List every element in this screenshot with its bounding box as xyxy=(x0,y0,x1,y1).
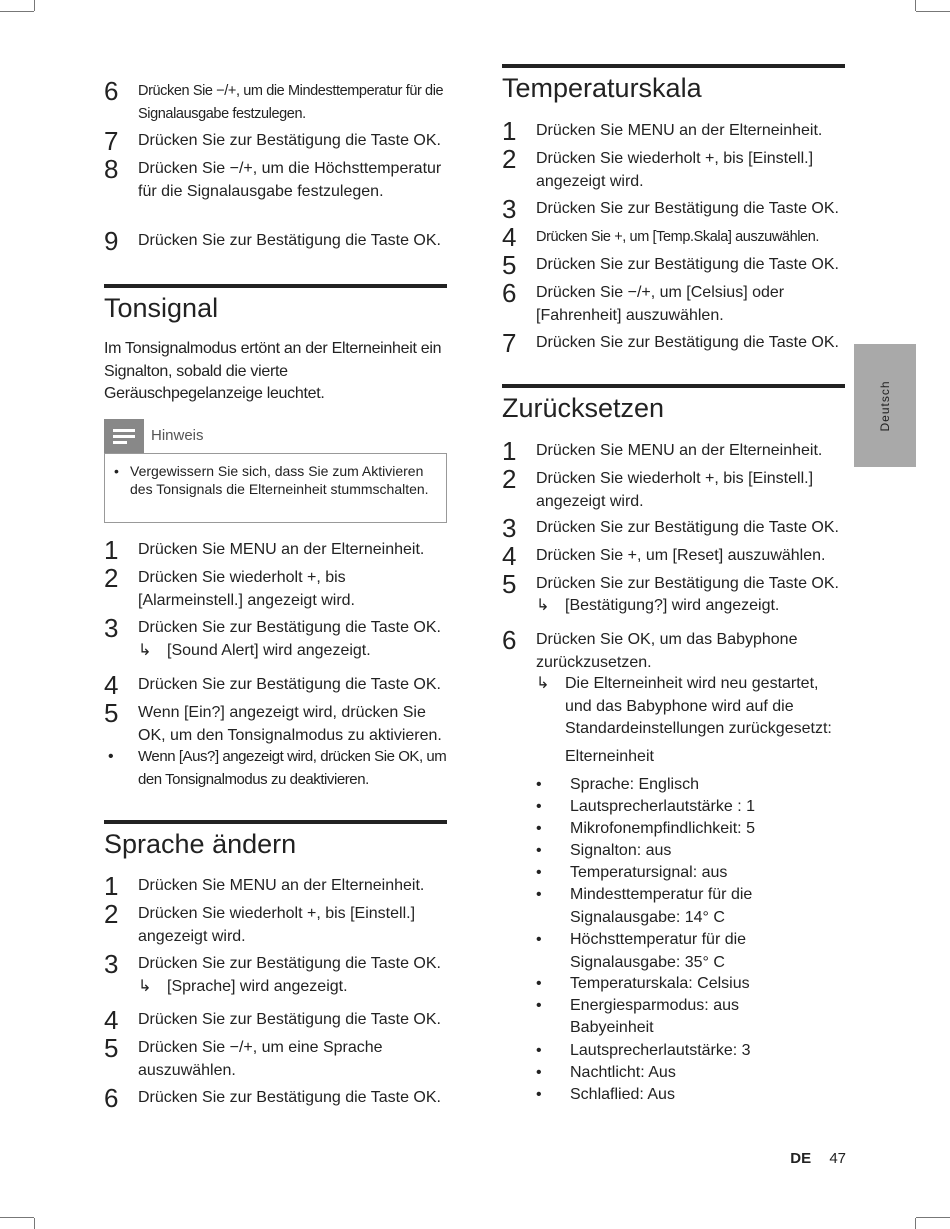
crop-mark xyxy=(916,1217,950,1218)
note-icon xyxy=(104,419,144,453)
bullet-glyph: • xyxy=(536,886,542,903)
list-item-text: Temperaturskala: Celsius xyxy=(570,975,750,992)
section-rule xyxy=(502,384,845,388)
step-item xyxy=(502,436,845,466)
section-title-sprache: Sprache ändern xyxy=(104,829,297,859)
step-number: 3 xyxy=(502,513,517,543)
list-item xyxy=(502,840,845,863)
list-item-text: Sprache: Englisch xyxy=(570,776,699,793)
step-item xyxy=(104,1033,447,1082)
step-item xyxy=(104,226,447,256)
section-rule xyxy=(104,284,447,288)
bullet-glyph: • xyxy=(536,931,542,948)
defaults-heading-parent: Elterneinheit xyxy=(565,748,654,765)
note-box xyxy=(104,453,447,523)
step-text: Drücken Sie −/+, um [Celsius] oder [Fahrenheit] auszuwählen. xyxy=(536,284,785,324)
step-item xyxy=(502,328,845,358)
step-text: Drücken Sie zur Bestätigung die Taste OK. xyxy=(138,132,441,149)
step-item xyxy=(502,513,845,543)
section-rule xyxy=(104,820,447,824)
tonsignal-intro: Im Tonsignalmodus ertönt an der Elterneinheit ein Signalton, sobald die vierte Geräuschpegelanzeige leuchtet. xyxy=(104,340,442,402)
step-text: Drücken Sie −/+, um die Höchsttemperatur für die Signalausgabe festzulegen. xyxy=(138,160,442,200)
language-side-tab xyxy=(854,344,916,467)
list-item-text: Temperatursignal: aus xyxy=(570,864,728,881)
step-item xyxy=(104,871,447,901)
bullet-glyph: • xyxy=(536,864,542,881)
section-rule xyxy=(502,64,845,68)
step-text: Drücken Sie zur Bestätigung die Taste OK. xyxy=(536,200,839,217)
step-number: 4 xyxy=(502,222,517,252)
step-text: Drücken Sie wiederholt +, bis [Einstell.] angezeigt wird. xyxy=(138,905,416,945)
step-text: Drücken Sie zur Bestätigung die Taste OK. xyxy=(138,955,441,972)
list-item xyxy=(502,973,845,996)
step-text: Drücken Sie +, um [Temp.Skala] auszuwählen. xyxy=(536,229,820,245)
step-text: Drücken Sie MENU an der Elterneinheit. xyxy=(536,122,823,139)
step-text: Drücken Sie wiederholt +, bis [Einstell.] angezeigt wird. xyxy=(536,150,814,190)
note-label: Hinweis xyxy=(151,427,204,444)
step-text: Drücken Sie MENU an der Elterneinheit. xyxy=(138,877,425,894)
list-item-text: Mindesttemperatur für die Signalausgabe: 14° C xyxy=(570,886,753,926)
result-text: [Bestätigung?] wird angezeigt. xyxy=(565,597,780,614)
bullet-glyph: • xyxy=(536,1042,542,1059)
step-number: 3 xyxy=(104,949,119,979)
bullet-glyph: • xyxy=(536,975,542,992)
result-arrow-icon: ↳ xyxy=(536,675,550,692)
note-text: Vergewissern Sie sich, dass Sie zum Aktivieren des Tonsignals die Elterneinheit stummschalten. xyxy=(130,463,429,497)
step-text: Drücken Sie zur Bestätigung die Taste OK. xyxy=(536,519,839,536)
step-item xyxy=(104,154,447,203)
step-text: Drücken Sie OK, um das Babyphone zurückzusetzen. xyxy=(536,631,798,671)
step-number: 5 xyxy=(104,698,119,728)
step-number: 2 xyxy=(502,464,517,494)
step-number: 2 xyxy=(502,144,517,174)
step-number: 4 xyxy=(104,670,119,700)
step-number: 1 xyxy=(104,535,119,565)
list-item-text: Energiesparmodus: aus xyxy=(570,997,739,1014)
language-side-tab-label: Deutsch xyxy=(878,379,892,432)
bullet-text: Wenn [Aus?] angezeigt wird, drücken Sie OK, um den Tonsignalmodus zu deaktivieren. xyxy=(138,748,447,788)
step-item xyxy=(104,1005,447,1035)
step-number: 4 xyxy=(104,1005,119,1035)
step-number: 1 xyxy=(502,436,517,466)
bullet-glyph: • xyxy=(536,997,542,1014)
step-text: Drücken Sie zur Bestätigung die Taste OK. xyxy=(138,232,441,249)
step-item xyxy=(502,194,845,224)
list-item xyxy=(502,862,845,885)
step-number: 7 xyxy=(104,126,119,156)
step-item xyxy=(104,535,447,565)
bullet-glyph: • xyxy=(536,842,542,859)
list-item xyxy=(502,1084,845,1107)
step-item xyxy=(104,563,447,612)
step-number: 2 xyxy=(104,563,119,593)
list-item xyxy=(502,796,845,819)
step-number: 8 xyxy=(104,154,119,184)
list-item xyxy=(502,774,845,797)
step-item xyxy=(502,278,845,327)
step-item xyxy=(104,613,447,643)
step-number: 5 xyxy=(502,250,517,280)
result-text: [Sprache] wird angezeigt. xyxy=(167,978,348,995)
bullet-glyph: • xyxy=(536,798,542,815)
step-text: Drücken Sie wiederholt +, bis [Einstell.] angezeigt wird. xyxy=(536,470,814,510)
list-item xyxy=(502,1040,845,1063)
step-item xyxy=(502,625,845,674)
step-item xyxy=(502,250,845,280)
step-number: 7 xyxy=(502,328,517,358)
bullet-glyph: • xyxy=(536,820,542,837)
bullet-item xyxy=(104,746,447,791)
crop-mark xyxy=(915,1218,916,1229)
step-text: Drücken Sie zur Bestätigung die Taste OK. xyxy=(536,575,839,592)
section-title-tonsignal: Tonsignal xyxy=(104,293,219,323)
step-item xyxy=(104,76,447,125)
step-text: Drücken Sie wiederholt +, bis [Alarmeinstell.] angezeigt wird. xyxy=(138,569,355,609)
step-result xyxy=(104,640,447,663)
list-item-text: Signalton: aus xyxy=(570,842,672,859)
step-text: Drücken Sie zur Bestätigung die Taste OK. xyxy=(138,1089,441,1106)
result-text: [Sound Alert] wird angezeigt. xyxy=(167,642,371,659)
result-arrow-icon: ↳ xyxy=(536,597,550,614)
step-number: 5 xyxy=(104,1033,119,1063)
step-item xyxy=(502,464,845,513)
crop-mark xyxy=(916,11,950,12)
list-item xyxy=(502,995,845,1018)
note-bullet: • xyxy=(114,463,119,479)
step-number: 1 xyxy=(502,116,517,146)
list-item xyxy=(502,929,845,974)
list-item-text: Nachtlicht: Aus xyxy=(570,1064,676,1081)
step-item xyxy=(104,899,447,948)
section-title-temperaturskala: Temperaturskala xyxy=(502,73,702,103)
list-item-text: Schlaflied: Aus xyxy=(570,1086,675,1103)
bullet-glyph: • xyxy=(536,1086,542,1103)
list-item xyxy=(502,1062,845,1085)
step-number: 6 xyxy=(104,1083,119,1113)
page-footer xyxy=(790,1150,846,1167)
step-item xyxy=(104,670,447,700)
crop-mark xyxy=(0,11,34,12)
step-text: Drücken Sie +, um [Reset] auszuwählen. xyxy=(536,547,826,564)
step-item xyxy=(502,222,845,252)
step-result xyxy=(502,673,845,741)
bullet-glyph: • xyxy=(536,776,542,793)
step-item xyxy=(502,569,845,599)
step-number: 6 xyxy=(502,278,517,308)
section-title-zuruecksetzen: Zurücksetzen xyxy=(502,393,665,423)
step-item xyxy=(104,1083,447,1113)
step-item xyxy=(104,698,447,747)
note-header xyxy=(104,419,447,453)
step-number: 3 xyxy=(502,194,517,224)
step-result xyxy=(104,976,447,999)
bullet-glyph: • xyxy=(108,748,114,765)
step-number: 5 xyxy=(502,569,517,599)
crop-mark xyxy=(915,0,916,11)
page-number: 47 xyxy=(829,1150,846,1167)
defaults-heading-baby: Babyeinheit xyxy=(570,1019,654,1036)
result-text: Die Elterneinheit wird neu gestartet, und das Babyphone wird auf die Standardeinstellungen zurückgesetzt: xyxy=(565,675,832,737)
step-number: 3 xyxy=(104,613,119,643)
list-item xyxy=(502,884,845,929)
step-text: Drücken Sie zur Bestätigung die Taste OK. xyxy=(138,676,441,693)
step-item xyxy=(502,116,845,146)
step-number: 6 xyxy=(502,625,517,655)
list-item-text: Lautsprecherlautstärke : 1 xyxy=(570,798,755,815)
bullet-glyph: • xyxy=(536,1064,542,1081)
step-item xyxy=(104,126,447,156)
step-number: 9 xyxy=(104,226,119,256)
step-text: Drücken Sie −/+, um eine Sprache auszuwählen. xyxy=(138,1039,383,1079)
step-number: 6 xyxy=(104,76,119,106)
result-arrow-icon: ↳ xyxy=(138,978,152,995)
crop-mark xyxy=(0,1217,34,1218)
step-text: Drücken Sie MENU an der Elterneinheit. xyxy=(138,541,425,558)
crop-mark xyxy=(34,1218,35,1229)
list-item-text: Lautsprecherlautstärke: 3 xyxy=(570,1042,751,1059)
step-text: Drücken Sie MENU an der Elterneinheit. xyxy=(536,442,823,459)
step-item xyxy=(502,144,845,193)
step-text: Drücken Sie zur Bestätigung die Taste OK. xyxy=(138,619,441,636)
step-result xyxy=(502,595,845,618)
step-text: Drücken Sie zur Bestätigung die Taste OK. xyxy=(536,334,839,351)
footer-language-code: DE xyxy=(790,1150,812,1167)
step-number: 4 xyxy=(502,541,517,571)
step-item xyxy=(104,949,447,979)
list-item-text: Mikrofonempfindlichkeit: 5 xyxy=(570,820,755,837)
step-number: 1 xyxy=(104,871,119,901)
step-item xyxy=(502,541,845,571)
step-number: 2 xyxy=(104,899,119,929)
step-text: Wenn [Ein?] angezeigt wird, drücken Sie OK, um den Tonsignalmodus zu aktivieren. xyxy=(138,704,442,744)
step-text: Drücken Sie −/+, um die Mindesttemperatur für die Signalausgabe festzulegen. xyxy=(138,83,444,122)
step-text: Drücken Sie zur Bestätigung die Taste OK. xyxy=(138,1011,441,1028)
crop-mark xyxy=(34,0,35,11)
result-arrow-icon: ↳ xyxy=(138,642,152,659)
step-text: Drücken Sie zur Bestätigung die Taste OK. xyxy=(536,256,839,273)
list-item-text: Höchsttemperatur für die Signalausgabe: 35° C xyxy=(570,931,747,971)
list-item xyxy=(502,818,845,841)
